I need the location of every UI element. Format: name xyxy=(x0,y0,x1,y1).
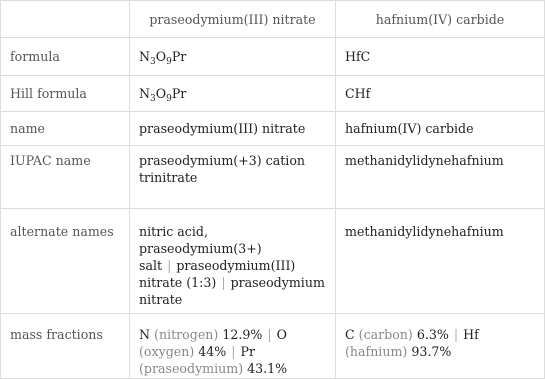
row-label: mass fractions xyxy=(1,314,130,379)
table-row-name xyxy=(1,112,545,146)
formula-cell-b: HfC xyxy=(336,38,545,76)
name-cell-b: hafnium(IV) carbide xyxy=(336,112,545,146)
row-label: alternate names xyxy=(1,209,130,314)
alternate-names-cell-b: methanidylidynehafnium xyxy=(336,209,545,314)
hill-formula-cell-b: CHf xyxy=(336,76,545,112)
row-label: IUPAC name xyxy=(1,146,130,209)
iupac-cell-b: methanidylidynehafnium xyxy=(336,146,545,209)
alternate-names-cell-a: nitric acid, praseodymium(3+) salt | praseodymium(III) nitrate (1:3) | praseodymium nitrate xyxy=(130,209,336,314)
row-label: name xyxy=(1,112,130,146)
corner-cell xyxy=(1,1,130,38)
column-header-hafnium-carbide: hafnium(IV) carbide xyxy=(336,1,545,38)
mass-fractions-cell-a: N (nitrogen) 12.9% | O (oxygen) 44% | Pr (praseodymium) 43.1% xyxy=(130,314,336,379)
row-label: Hill formula xyxy=(1,76,130,112)
name-cell-a: praseodymium(III) nitrate xyxy=(130,112,336,146)
table-row-mass-fractions xyxy=(1,314,545,379)
table-row-formula xyxy=(1,38,545,76)
header-row xyxy=(1,1,545,38)
formula-cell-a: $N_3O_9Pr$ xyxy=(130,38,336,76)
table-row-hill-formula xyxy=(1,76,545,112)
table-row-iupac-name xyxy=(1,146,545,209)
hill-formula-cell-a: $N_3O_9Pr$ xyxy=(130,76,336,112)
mass-fractions-cell-b: C (carbon) 6.3% | Hf (hafnium) 93.7% xyxy=(336,314,545,379)
column-header-praseodymium-nitrate: praseodymium(III) nitrate xyxy=(130,1,336,38)
table-row-alternate-names xyxy=(1,209,545,314)
iupac-cell-a: praseodymium(+3) cation trinitrate xyxy=(130,146,336,209)
row-label: formula xyxy=(1,38,130,76)
